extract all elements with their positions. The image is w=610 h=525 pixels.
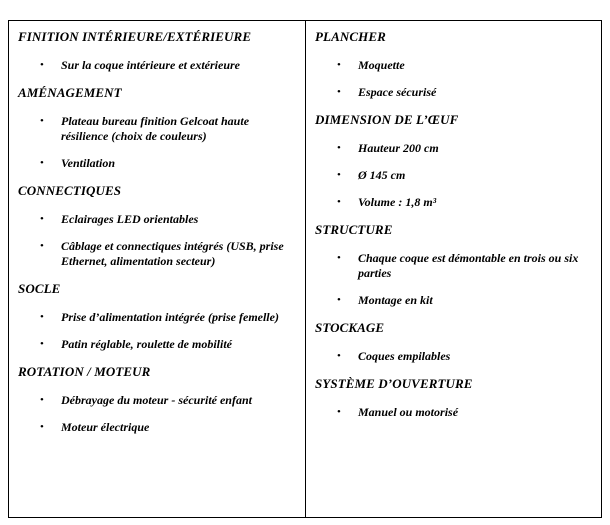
section-amenagement bbox=[18, 85, 299, 171]
spec-column-right bbox=[306, 21, 601, 517]
item-text: Câblage et connectiques intégrés (USB, prise Ethernet, alimentation secteur) bbox=[61, 239, 284, 268]
bullet-icon: • bbox=[40, 157, 44, 169]
section-heading: PLANCHER bbox=[315, 29, 386, 44]
list-item bbox=[18, 420, 299, 435]
section-heading: FINITION INTÉRIEURE/EXTÉRIEURE bbox=[18, 29, 252, 44]
item-text: Patin réglable, roulette de mobilité bbox=[61, 337, 232, 351]
bullet-icon: • bbox=[40, 59, 44, 71]
list-item bbox=[18, 156, 299, 171]
list-item bbox=[18, 212, 299, 227]
item-text: Coques empilables bbox=[358, 349, 451, 363]
section-heading: CONNECTIQUES bbox=[18, 183, 122, 198]
list-item bbox=[18, 58, 299, 73]
bullet-icon: • bbox=[337, 294, 341, 306]
bullet-icon: • bbox=[337, 406, 341, 418]
item-text: Eclairages LED orientables bbox=[61, 212, 199, 226]
section-items bbox=[315, 405, 595, 420]
list-item bbox=[315, 349, 595, 364]
item-text: Hauteur 200 cm bbox=[358, 141, 439, 155]
list-item bbox=[315, 195, 595, 210]
bullet-icon: • bbox=[337, 59, 341, 71]
list-item bbox=[315, 251, 595, 281]
section-items bbox=[315, 58, 595, 100]
item-text: Ventilation bbox=[61, 156, 116, 170]
bullet-icon: • bbox=[40, 240, 44, 252]
list-item bbox=[18, 114, 299, 144]
list-item bbox=[18, 337, 299, 352]
section-structure bbox=[315, 222, 595, 308]
section-items bbox=[18, 393, 299, 435]
section-rotation-moteur bbox=[18, 364, 299, 435]
section-items bbox=[18, 212, 299, 269]
section-heading: DIMENSION DE L’ŒUF bbox=[315, 112, 459, 127]
section-socle bbox=[18, 281, 299, 352]
section-items bbox=[315, 141, 595, 210]
section-items bbox=[315, 251, 595, 308]
list-item bbox=[315, 58, 595, 73]
list-item bbox=[315, 141, 595, 156]
item-text: Moquette bbox=[358, 58, 405, 72]
section-stockage bbox=[315, 320, 595, 364]
section-heading: STRUCTURE bbox=[315, 222, 393, 237]
list-item bbox=[315, 293, 595, 308]
bullet-icon: • bbox=[40, 311, 44, 323]
bullet-icon: • bbox=[337, 86, 341, 98]
bullet-icon: • bbox=[40, 213, 44, 225]
item-text: Montage en kit bbox=[358, 293, 433, 307]
item-text: Manuel ou motorisé bbox=[358, 405, 459, 419]
item-text: Sur la coque intérieure et extérieure bbox=[61, 58, 240, 72]
item-text: Volume : 1,8 m³ bbox=[358, 195, 437, 209]
bullet-icon: • bbox=[337, 169, 341, 181]
item-text: Espace sécurisé bbox=[358, 85, 437, 99]
item-text: Moteur électrique bbox=[61, 420, 150, 434]
bullet-icon: • bbox=[337, 350, 341, 362]
bullet-icon: • bbox=[40, 115, 44, 127]
section-items bbox=[315, 349, 595, 364]
bullet-icon: • bbox=[337, 252, 341, 264]
section-heading: ROTATION / MOTEUR bbox=[18, 364, 151, 379]
spec-column-left bbox=[9, 21, 306, 517]
item-text: Prise d’alimentation intégrée (prise femelle) bbox=[61, 310, 279, 324]
list-item bbox=[18, 239, 299, 269]
list-item bbox=[315, 168, 595, 183]
section-dimension bbox=[315, 112, 595, 210]
bullet-icon: • bbox=[40, 421, 44, 433]
list-item bbox=[315, 405, 595, 420]
bullet-icon: • bbox=[337, 142, 341, 154]
section-finition bbox=[18, 29, 299, 73]
section-connectiques bbox=[18, 183, 299, 269]
item-text: Chaque coque est démontable en trois ou six parties bbox=[358, 251, 579, 280]
section-heading: AMÉNAGEMENT bbox=[18, 85, 122, 100]
item-text: Plateau bureau finition Gelcoat haute résilience (choix de couleurs) bbox=[61, 114, 250, 143]
list-item bbox=[18, 393, 299, 408]
section-items bbox=[18, 114, 299, 171]
item-text: Ø 145 cm bbox=[358, 168, 406, 182]
list-item bbox=[18, 310, 299, 325]
section-ouverture bbox=[315, 376, 595, 420]
section-heading: SOCLE bbox=[18, 281, 61, 296]
item-text: Débrayage du moteur - sécurité enfant bbox=[61, 393, 252, 407]
section-items bbox=[18, 310, 299, 352]
section-heading: SYSTÈME D’OUVERTURE bbox=[315, 376, 473, 391]
bullet-icon: • bbox=[40, 394, 44, 406]
section-plancher bbox=[315, 29, 595, 100]
bullet-icon: • bbox=[40, 338, 44, 350]
list-item bbox=[315, 85, 595, 100]
spec-table bbox=[8, 20, 602, 518]
bullet-icon: • bbox=[337, 196, 341, 208]
section-items bbox=[18, 58, 299, 73]
section-heading: STOCKAGE bbox=[315, 320, 385, 335]
